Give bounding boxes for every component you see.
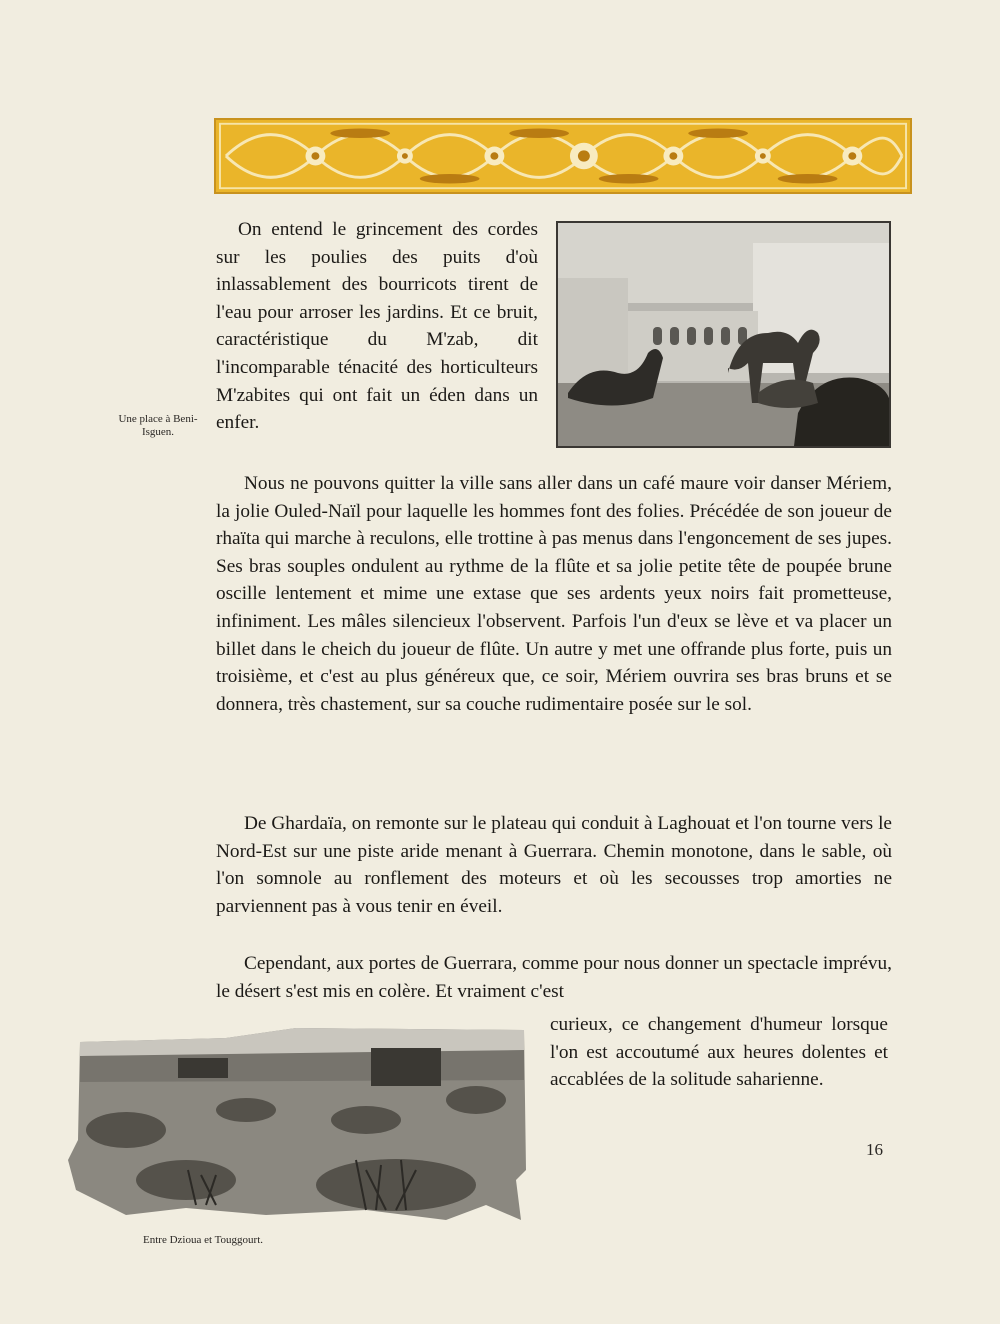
paragraph-2: Nous ne pouvons quitter la ville sans aller dans un café maure voir danser Mériem, la jolie Ouled-Naïl pour laquelle les hommes font des folies. Précédée de son joueur de rhaïta qui marche à reculons, elle trottine à pas menus dans l'engoncement de ses jupes. Ses bras souples ondulent au rythme de la flûte et sa jolie petite tête de poupée brune oscille lentement et mime une extase que ses ardents yeux noirs fait prometteuse, infiniment. Les mâles silencieux l'observent. Parfois l'un d'eux se lève et va placer un billet dans le cheich du joueur de flûte. Un autre y met une offrande plus forte, puis un troisième, et c'est au plus généreux que, ce soir, Mériem ouvrira ses bras bruns et se donnera, très chastement, sur sa couche rudimentaire posée sur le sol. <box>216 473 892 715</box>
paragraph-3: De Ghardaïa, on remonte sur le plateau qui conduit à Laghouat et l'on tourne vers le Nord-Est sur une piste aride menant à Guerrara. Chemin monotone, dans le sable, où l'on somnole au ronflement des moteurs et où les secousses trop amorties ne parviennent pas à vous tenir en éveil. <box>216 813 892 917</box>
photo-caption-beni-isguen: Une place à Beni-Isguen. <box>118 413 198 438</box>
arabesque-ornament <box>216 120 910 192</box>
photo-beni-isguen-square <box>556 221 891 448</box>
photo-caption-dzioua: Entre Dzioua et Touggourt. <box>143 1234 263 1246</box>
paragraph-4: Cependant, aux portes de Guerrara, comme pour nous donner un spectacle imprévu, le désert s'est mis en colère. Et vraiment c'est <box>216 953 892 1002</box>
paragraph-4-continued: curieux, ce changement d'humeur lorsque l'on est accoutumé aux heures dolentes et accablées de la solitude saharienne. <box>550 1014 888 1091</box>
photo-desert-road <box>66 1020 536 1230</box>
ornamental-header-band <box>214 118 912 194</box>
paragraph-1: On entend le grincement des cordes sur les poulies des puits d'où inlassablement des bourricots tirent de l'eau pour arroser les jardins. Et ce bruit, caractéristique du M'zab, dit l'incomparable ténacité des horticulteurs M'zabites qui ont fait un éden dans un enfer. <box>216 219 538 434</box>
page-number: 16 <box>866 1140 883 1159</box>
